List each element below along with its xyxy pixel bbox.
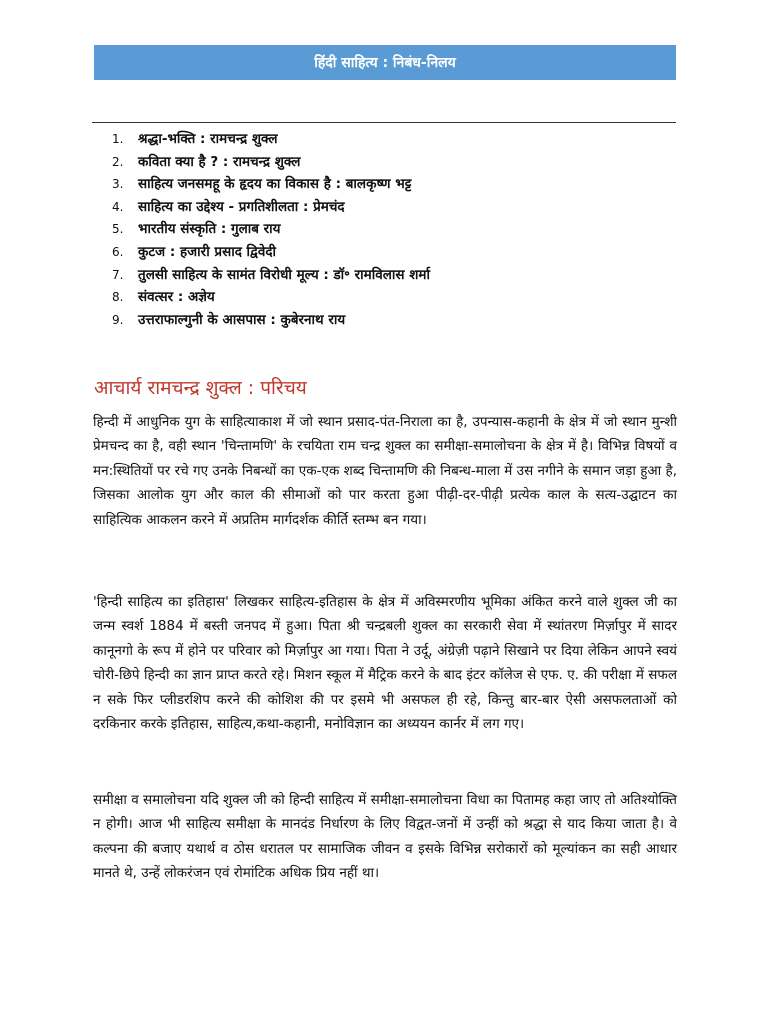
body-paragraph: हिन्दी में आधुनिक युग के साहित्याकाश में जो स्थान प्रसाद-पंत-निराला का है, उपन्यास-कहानी के क्षेत्र में जो स्थान मुन्शी प्रेमचन्द का है, वही स्थान 'चिन्तामणि' के रचयिता राम चन्द्र शुक्ल का समीक्षा-समालोचना के क्षेत्र में है। विभिन्न विषयों व मन:स्थितियों पर रचे गए उनके निबन्धों का एक-एक शब्द चिन्तामणि की निबन्ध-माला में उस नगीने के समान जड़ा हुआ है, जिसका आलोक युग और काल की सीमाओं को पार करता हुआ पीढ़ी-दर-पीढ़ी प्रत्येक काल के सत्य-उद्घाटन का साहित्यिक आकलन करने में अप्रतिम मार्गदर्शक कीर्ति स्तम्भ बन गया। [93, 414, 677, 528]
essay-list-number: 8. [112, 290, 124, 305]
essay-list-text: साहित्य का उद्देश्य - प्रगतिशीलता : प्रेमचंद [138, 198, 345, 215]
essay-list-text: साहित्य जनसमहू के हृदय का विकास है : बालकृष्ण भट्ट [138, 176, 412, 193]
essay-list-number: 7. [112, 267, 124, 282]
essay-list-text: कविता क्या है ? : रामचन्द्र शुक्ल [138, 153, 301, 170]
section-title: आचार्य रामचन्द्र शुक्ल : परिचय [94, 377, 307, 399]
body-paragraph: समीक्षा व समालोचना यदि शुक्ल जी को हिन्दी साहित्य में समीक्षा-समालोचना विधा का पितामह कहा जाए तो अतिश्योक्ति न होगी। आज भी साहित्य समीक्षा के मानदंड निर्धारण के लिए विद्वत-जनों में उन्हीं को श्रद्धा से याद किया जाता है। वे कल्पना की बजाए यथार्थ व ठोस धरातल पर सामाजिक जीवन व इसके विभिन्न सरोकारों को मूल्यांकन का सही आधार मानते थे, उन्हें लोकरंजन एवं रोमांटिक अधिक प्रिय नहीं था। [93, 792, 677, 882]
essay-list-text: उत्तराफाल्गुनी के आसपास : कुबेरनाथ राय [138, 311, 346, 328]
essay-list-text: भारतीय संस्कृति : गुलाब राय [138, 221, 281, 238]
essay-list-number: 6. [112, 244, 124, 259]
header-divider [92, 122, 676, 123]
essay-list-text: श्रद्धा-भक्ति : रामचन्द्र शुक्ल [138, 131, 278, 147]
essay-list-item [112, 218, 430, 241]
essay-list-number: 5. [112, 222, 124, 237]
essay-list-item [112, 173, 430, 196]
body-paragraph: 'हिन्दी साहित्य का इतिहास' लिखकर साहित्य-इतिहास के क्षेत्र में अविस्मरणीय भूमिका अंकित करने वाले शुक्ल जी का जन्म स्वर्श 1884 में बस्ती जनपद में हुआ। पिता श्री चन्द्रबली शुक्ल का सरकारी सेवा में स्थांतरण मिर्ज़ापुर में सादर कानूनगो के रूप में होने पर परिवार को मिर्ज़ापुर आ गया। पिता ने उर्दू, अंग्रेज़ी पढ़ाने सिखाने पर दिया लेकिन आपने स्वयं चोरी-छिपे हिन्दी का ज्ञान प्राप्त करते रहे। मिशन स्कूल में मैट्रिक करने के बाद इंटर कॉलेज से एफ. ए. की परीक्षा में सफल न सके फिर प्लीडरशिप करने की कोशिश की पर इसमे भी असफल ही रहे, किन्तु बार-बार ऐसी असफलताओं को दरकिनार करके इतिहास, साहित्य,कथा-कहानी, मनोविज्ञान का अध्ययन कार्नर में लग गए। [93, 594, 677, 733]
essay-list-number: 1. [112, 132, 124, 146]
essay-list-item [112, 128, 430, 151]
essay-list-text: संवत्सर : अज्ञेय [138, 289, 215, 306]
essay-list-number: 4. [112, 199, 124, 214]
essay-list-item [112, 241, 430, 264]
essay-list [112, 128, 430, 331]
essay-list-item [112, 196, 430, 219]
essay-list-number: 2. [112, 154, 124, 169]
essay-list-item [112, 264, 430, 287]
document-header-bar [94, 45, 676, 80]
essay-list-text: तुलसी साहित्य के सामंत विरोधी मूल्य : डॉ॰ रामविलास शर्मा [138, 266, 430, 283]
document-header-title: हिंदी साहित्य : निबंध-निलय [314, 55, 456, 71]
essay-list-text: कुटज : हजारी प्रसाद द्विवेदी [138, 243, 276, 260]
essay-list-item [112, 309, 430, 332]
essay-list-item [112, 151, 430, 174]
essay-list-number: 9. [112, 312, 124, 327]
essay-list-number: 3. [112, 177, 124, 192]
essay-list-item [112, 286, 430, 309]
